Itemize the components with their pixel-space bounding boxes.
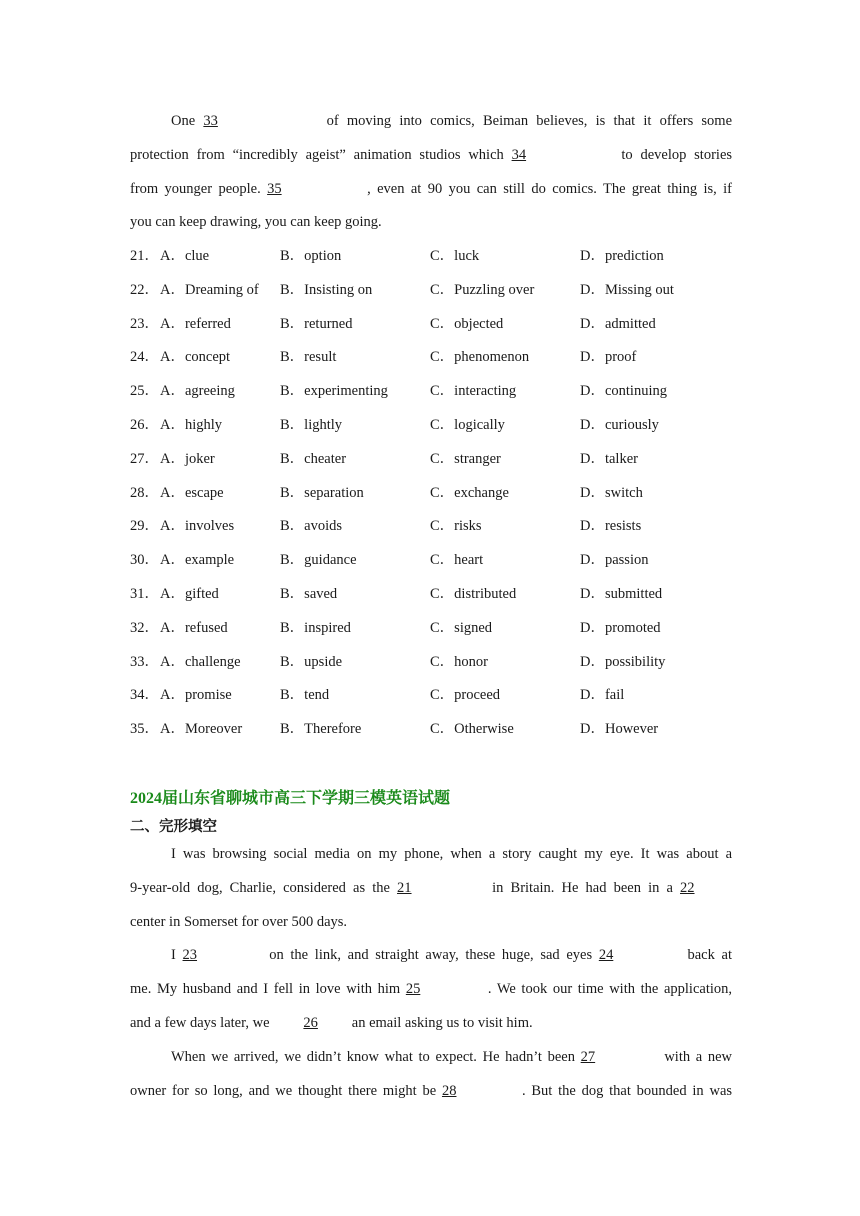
answer-blank: 23 — [182, 947, 198, 964]
text: When we arrived, we didn’t know what to expect. He hadn’t been — [171, 1048, 575, 1065]
option-c: C．exchange — [430, 484, 509, 501]
option-d: D．proof — [580, 349, 637, 366]
passage-2-line-2 — [130, 872, 732, 906]
option-c: C．honor — [430, 653, 488, 670]
passage-2 — [130, 838, 732, 1108]
option-c: C．signed — [430, 619, 493, 636]
option-a: A．involves — [160, 518, 235, 535]
question-number: 28． — [130, 484, 159, 501]
passage-2-line-4 — [130, 939, 732, 973]
question-number: 23． — [130, 315, 159, 332]
answer-blank: 22 — [680, 879, 695, 896]
option-d: D．curiously — [580, 416, 659, 433]
option-d: D．passion — [580, 552, 649, 569]
question-row — [130, 510, 750, 544]
text: owner for so long, and we thought there might be — [130, 1082, 437, 1099]
answer-blank: 24 — [598, 947, 614, 964]
option-b: B．upside — [280, 653, 343, 670]
option-c: C．interacting — [430, 383, 517, 400]
question-row — [130, 713, 750, 747]
text: , even at 90 you can still do comics. The great thing is, if — [367, 180, 732, 197]
option-b: B．cheater — [280, 450, 347, 467]
option-d: D．switch — [580, 484, 643, 501]
option-d: D．talker — [580, 450, 638, 467]
option-d: D．fail — [580, 687, 625, 704]
option-d: D．admitted — [580, 315, 656, 332]
text: an email asking us to visit him. — [351, 1014, 533, 1031]
question-row — [130, 646, 750, 680]
passage-2-line-8 — [130, 1075, 732, 1109]
option-a: A．challenge — [160, 653, 241, 670]
text: me. My husband and I fell in love with him — [130, 981, 401, 998]
passage-2-line-7 — [130, 1041, 732, 1075]
option-d: D．However — [580, 721, 659, 738]
option-b: B．lightly — [280, 416, 343, 433]
option-a: A．Dreaming of — [160, 281, 259, 298]
option-d: D．Missing out — [580, 281, 674, 298]
option-a: A．escape — [160, 484, 224, 501]
option-c: C．risks — [430, 518, 482, 535]
option-b: B．tend — [280, 687, 330, 704]
option-a: A．highly — [160, 416, 223, 433]
text: back at — [687, 947, 733, 964]
option-a: A．clue — [160, 248, 210, 264]
text: of moving into comics, Beiman believes, is that it offers some — [326, 113, 733, 129]
question-row — [130, 240, 750, 274]
option-b: B．saved — [280, 585, 338, 602]
option-b: B．Therefore — [280, 721, 362, 738]
passage-2-line-6 — [130, 1007, 732, 1041]
question-row — [130, 375, 750, 409]
passage-1 — [130, 105, 732, 240]
question-number: 32． — [130, 619, 159, 636]
options-list — [130, 240, 750, 747]
question-number: 34． — [130, 687, 159, 704]
question-number: 29． — [130, 518, 159, 535]
text: on the link, and straight away, these huge, sad eyes — [269, 947, 593, 964]
text: 9-year-old dog, Charlie, considered as the — [130, 879, 390, 896]
option-d: D．possibility — [580, 653, 666, 670]
option-b: B．experimenting — [280, 383, 388, 400]
question-number: 33． — [130, 653, 159, 670]
answer-blank: 27 — [580, 1048, 596, 1065]
question-number: 27． — [130, 450, 159, 467]
question-number: 35． — [130, 721, 159, 738]
option-d: D．resists — [580, 518, 642, 535]
text: in Britain. He had been in a — [492, 879, 673, 896]
option-b: B．avoids — [280, 518, 343, 535]
option-c: C．objected — [430, 315, 504, 332]
option-c: C．phenomenon — [430, 349, 530, 366]
option-a: A．refused — [160, 619, 228, 636]
option-b: B．Insisting on — [280, 281, 373, 298]
text: . But the dog that bounded in was — [521, 1082, 733, 1099]
option-a: A．concept — [160, 349, 231, 366]
question-row — [130, 612, 750, 646]
question-row — [130, 443, 750, 477]
answer-blank: 33 — [203, 113, 218, 129]
text: One — [171, 113, 196, 129]
option-a: A．example — [160, 552, 235, 569]
option-d: D．submitted — [580, 585, 663, 602]
text: to develop stories — [621, 146, 733, 163]
answer-blank: 28 — [441, 1082, 457, 1099]
option-c: C．logically — [430, 416, 505, 433]
option-a: A．gifted — [160, 585, 219, 602]
question-number: 25． — [130, 383, 159, 400]
question-number: 26． — [130, 416, 159, 433]
passage-2-line-5 — [130, 973, 732, 1007]
question-row — [130, 308, 750, 342]
option-c: C．proceed — [430, 687, 501, 704]
option-a: A．promise — [160, 687, 232, 704]
option-b: B．inspired — [280, 619, 351, 636]
option-d: D．promoted — [580, 619, 661, 636]
option-b: B．returned — [280, 315, 353, 332]
option-c: C．distributed — [430, 585, 517, 602]
text: and a few days later, we — [130, 1014, 270, 1031]
passage-1-line-1 — [130, 105, 732, 139]
question-number: 31． — [130, 585, 159, 602]
question-number: 22． — [130, 281, 159, 298]
question-number: 24． — [130, 349, 159, 366]
text: from younger people. — [130, 180, 261, 197]
passage-2-line-1: I was browsing social media on my phone, when a story caught my eye. It was about a — [171, 846, 732, 862]
question-row — [130, 679, 750, 713]
option-b: B．result — [280, 349, 337, 366]
passage-2-line-3: center in Somerset for over 500 days. — [130, 913, 348, 930]
text: protection from “incredibly ageist” animation studios which — [130, 146, 504, 163]
passage-1-line-4: you can keep drawing, you can keep going. — [130, 214, 382, 231]
question-row — [130, 477, 750, 511]
answer-blank: 25 — [405, 981, 421, 998]
text: with a new — [664, 1048, 733, 1065]
question-number: 30． — [130, 552, 159, 569]
option-b: B．option — [280, 248, 342, 264]
option-b: B．separation — [280, 484, 364, 501]
question-row — [130, 341, 750, 375]
question-number: 21． — [130, 248, 159, 264]
question-row — [130, 578, 750, 612]
passage-1-line-2 — [130, 139, 732, 173]
answer-blank: 34 — [511, 146, 527, 163]
question-row — [130, 274, 750, 308]
text: I — [171, 947, 176, 964]
option-a: A．joker — [160, 450, 215, 467]
answer-blank: 21 — [397, 879, 412, 896]
option-d: D．prediction — [580, 248, 664, 264]
section-title: 2024届山东省聊城市高三下学期三模英语试题 — [130, 790, 451, 807]
answer-blank: 26 — [303, 1014, 318, 1031]
question-row — [130, 409, 750, 443]
option-c: C．luck — [430, 248, 480, 264]
option-c: C．stranger — [430, 450, 501, 467]
option-a: A．referred — [160, 315, 231, 332]
option-a: A．agreeing — [160, 383, 235, 400]
answer-blank: 35 — [267, 180, 282, 197]
option-c: C．Puzzling over — [430, 281, 535, 298]
question-row — [130, 544, 750, 578]
section-subtitle: 二、完形填空 — [130, 819, 217, 835]
option-c: C．Otherwise — [430, 721, 514, 738]
option-a: A．Moreover — [160, 721, 243, 738]
text: . We took our time with the application, — [487, 981, 733, 998]
passage-1-line-3 — [130, 173, 732, 207]
option-d: D．continuing — [580, 383, 667, 400]
option-c: C．heart — [430, 552, 484, 569]
option-b: B．guidance — [280, 552, 357, 569]
